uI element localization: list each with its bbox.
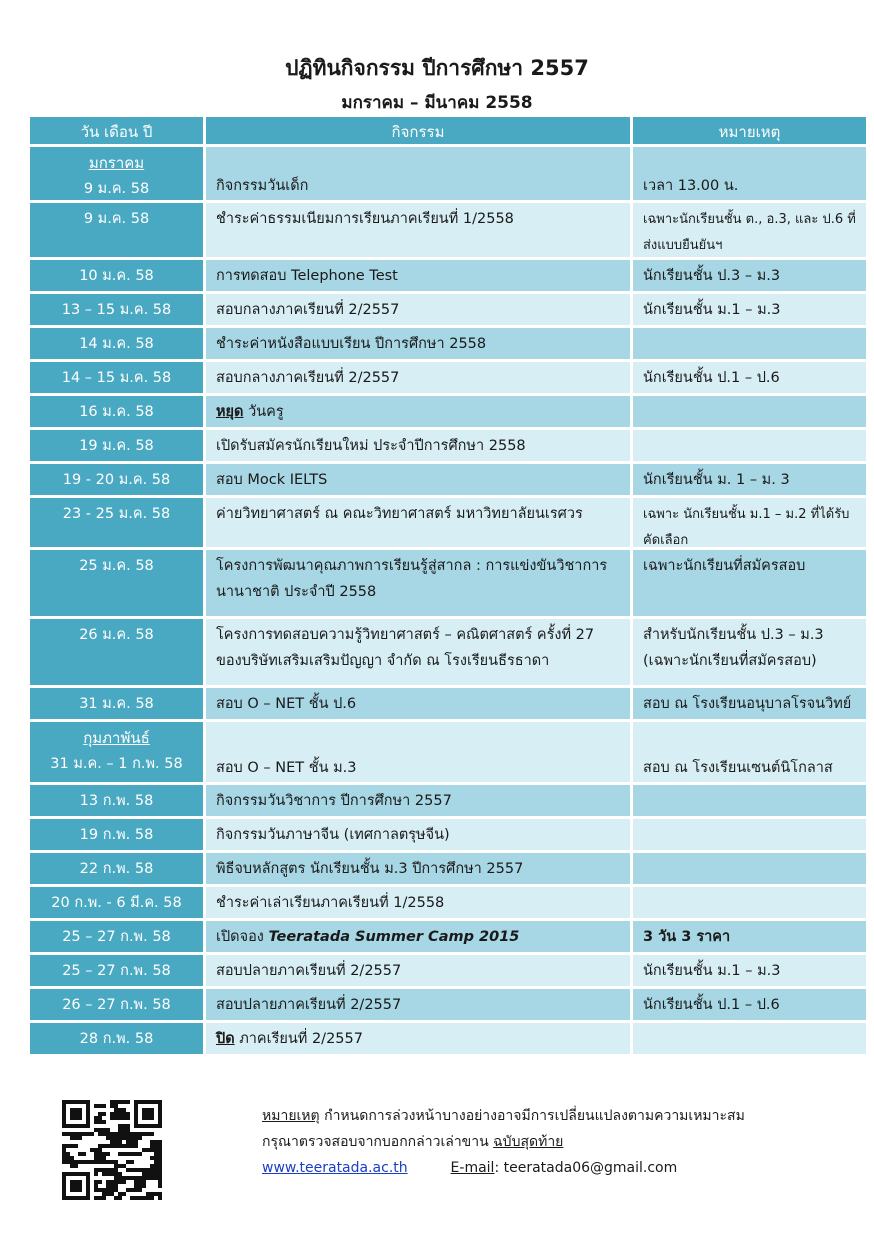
row-activity	[206, 147, 633, 203]
date-text: 22 ก.พ. 58	[79, 861, 154, 877]
activity-text: สอบ O – NET ชั้น ป.6	[216, 696, 357, 712]
row-activity	[206, 853, 633, 887]
table-row	[30, 619, 866, 688]
row-note	[633, 550, 866, 619]
table-row	[30, 989, 866, 1023]
activity-text: สอบ Mock IELTS	[216, 472, 328, 488]
date-text: 14 ม.ค. 58	[79, 336, 154, 352]
row-note	[633, 147, 866, 203]
website-link[interactable]: www.teeratada.ac.th	[262, 1160, 408, 1176]
date-text: 25 – 27 ก.พ. 58	[62, 963, 171, 979]
footer-check	[262, 1129, 822, 1155]
month-label: มกราคม	[88, 154, 145, 172]
header-date: วัน เดือน ปี	[30, 117, 206, 147]
date-text: 9 ม.ค. 58	[83, 181, 150, 197]
footer	[262, 1103, 822, 1181]
date-text: 19 - 20 ม.ค. 58	[62, 472, 171, 488]
date-text: 31 ม.ค. – 1 ก.พ. 58	[50, 756, 183, 772]
activity-text: เปิดรับสมัครนักเรียนใหม่ ประจำปีการศึกษา 2558	[216, 438, 526, 454]
date-text: 25 – 27 ก.พ. 58	[62, 929, 171, 945]
calendar-table	[30, 117, 866, 1057]
row-note	[633, 955, 866, 989]
remark-text: กำหนดการล่วงหน้าบางอย่างอาจมีการเปลี่ยนแปลงตามความเหมาะสม	[319, 1108, 745, 1124]
row-note	[633, 464, 866, 498]
row-date	[30, 1023, 206, 1057]
row-date	[30, 203, 206, 260]
table-row	[30, 498, 866, 550]
row-note	[633, 619, 866, 688]
row-date	[30, 619, 206, 688]
row-activity	[206, 619, 633, 688]
row-note	[633, 1023, 866, 1057]
date-text: 28 ก.พ. 58	[79, 1031, 154, 1047]
table-row	[30, 294, 866, 328]
note-text: 3 วัน 3 ราคา	[643, 929, 731, 945]
table-row	[30, 688, 866, 722]
row-date	[30, 550, 206, 619]
activity-text: กิจกรรมวันวิชาการ ปีการศึกษา 2557	[216, 793, 452, 809]
row-date	[30, 430, 206, 464]
row-activity	[206, 955, 633, 989]
footer-remark	[262, 1103, 822, 1129]
email-address: : teeratada06@gmail.com	[494, 1160, 678, 1176]
row-date	[30, 853, 206, 887]
date-text: 25 ม.ค. 58	[79, 558, 154, 574]
table-row	[30, 328, 866, 362]
row-note	[633, 362, 866, 396]
activity-text: กิจกรรมวันภาษาจีน (เทศกาลตรุษจีน)	[216, 827, 450, 843]
row-date	[30, 362, 206, 396]
footer-contact	[262, 1155, 822, 1181]
row-date	[30, 260, 206, 294]
row-date	[30, 294, 206, 328]
row-activity	[206, 430, 633, 464]
date-text: 9 ม.ค. 58	[83, 211, 150, 227]
activity-text: สอบ O – NET ชั้น ม.3	[216, 760, 357, 776]
row-date	[30, 498, 206, 550]
note-text: นักเรียนชั้น ป.3 – ม.3	[643, 268, 781, 284]
activity-emphasis: ปิด	[216, 1031, 235, 1047]
table-row	[30, 396, 866, 430]
date-text: 19 ก.พ. 58	[79, 827, 154, 843]
row-date	[30, 955, 206, 989]
note-text: เวลา 13.00 น.	[643, 178, 739, 194]
note-text: สอบ ณ โรงเรียนเซนต์นิโกลาส	[643, 760, 833, 776]
row-activity	[206, 294, 633, 328]
row-activity	[206, 328, 633, 362]
row-note	[633, 722, 866, 785]
row-date	[30, 688, 206, 722]
row-activity	[206, 260, 633, 294]
date-text: 23 - 25 ม.ค. 58	[62, 506, 171, 522]
row-date	[30, 147, 206, 203]
table-body	[30, 147, 866, 1057]
row-activity	[206, 1023, 633, 1057]
row-activity	[206, 550, 633, 619]
row-note	[633, 853, 866, 887]
table-row	[30, 203, 866, 260]
row-note	[633, 328, 866, 362]
row-note	[633, 887, 866, 921]
activity-text: กิจกรรมวันเด็ก	[216, 178, 309, 194]
month-label: กุมภาพันธ์	[83, 729, 150, 747]
row-activity	[206, 464, 633, 498]
activity-text: ชำระค่าธรรมเนียมการเรียนภาคเรียนที่ 1/2558	[216, 211, 514, 227]
row-activity	[206, 203, 633, 260]
note-text: นักเรียนชั้น ป.1 – ป.6	[643, 370, 780, 386]
activity-prefix: เปิดจอง	[216, 929, 269, 945]
row-activity	[206, 785, 633, 819]
date-text: 16 ม.ค. 58	[79, 404, 154, 420]
activity-text: ค่ายวิทยาศาสตร์ ณ คณะวิทยาศาสตร์ มหาวิทยาลัยนเรศวร	[216, 506, 583, 522]
activity-text: พิธีจบหลักสูตร นักเรียนชั้น ม.3 ปีการศึกษา 2557	[216, 861, 524, 877]
table-row	[30, 853, 866, 887]
row-note	[633, 294, 866, 328]
date-text: 19 ม.ค. 58	[79, 438, 154, 454]
activity-event-name: Teeratada Summer Camp 2015	[268, 929, 520, 945]
date-text: 31 ม.ค. 58	[79, 696, 154, 712]
activity-text: การทดสอบ Telephone Test	[216, 268, 398, 284]
row-date	[30, 464, 206, 498]
row-activity	[206, 396, 633, 430]
table-row	[30, 550, 866, 619]
table-header-row	[30, 117, 866, 147]
row-note	[633, 260, 866, 294]
date-text: 20 ก.พ. - 6 มี.ค. 58	[51, 895, 182, 911]
date-text: 10 ม.ค. 58	[79, 268, 154, 284]
row-activity	[206, 921, 633, 955]
activity-text: โครงการพัฒนาคุณภาพการเรียนรู้สู่สากล : การแข่งขันวิชาการนานาชาติ ประจำปี 2558	[216, 558, 608, 600]
note-text: สอบ ณ โรงเรียนอนุบาลโรจนวิทย์	[643, 696, 852, 712]
table-row	[30, 362, 866, 396]
row-date	[30, 819, 206, 853]
check-text: กรุณาตรวจสอบจากบอกกล่าวเล่าขาน	[262, 1134, 494, 1150]
date-text: 13 – 15 ม.ค. 58	[61, 302, 172, 318]
row-date	[30, 396, 206, 430]
row-date	[30, 887, 206, 921]
row-activity	[206, 362, 633, 396]
activity-text: สอบกลางภาคเรียนที่ 2/2557	[216, 370, 400, 386]
row-note	[633, 396, 866, 430]
row-activity	[206, 498, 633, 550]
row-note	[633, 819, 866, 853]
row-note	[633, 989, 866, 1023]
note-text: นักเรียนชั้น ป.1 – ป.6	[643, 997, 780, 1013]
table-row	[30, 147, 866, 203]
row-note	[633, 921, 866, 955]
row-activity	[206, 819, 633, 853]
row-date	[30, 785, 206, 819]
final-label: ฉบับสุดท้าย	[493, 1134, 564, 1150]
date-text: 13 ก.พ. 58	[79, 793, 154, 809]
table-row	[30, 785, 866, 819]
qr-code-icon	[62, 1100, 162, 1200]
row-activity	[206, 722, 633, 785]
table-row	[30, 722, 866, 785]
note-text: นักเรียนชั้น ม.1 – ม.3	[643, 302, 781, 318]
date-text: 14 – 15 ม.ค. 58	[61, 370, 172, 386]
table-row	[30, 1023, 866, 1057]
note-text: เฉพาะนักเรียนชั้น ต., อ.3, และ ป.6 ที่ส่งแบบยืนยันฯ	[643, 212, 856, 253]
row-date	[30, 722, 206, 785]
header-note: หมายเหตุ	[633, 117, 866, 147]
activity-text: ชำระค่าเล่าเรียนภาคเรียนที่ 1/2558	[216, 895, 445, 911]
activity-text: โครงการทดสอบความรู้วิทยาศาสตร์ – คณิตศาสตร์ ครั้งที่ 27 ของบริษัทเสริมเสริมปัญญา จำกัด ณ โรงเรียนธีรธาดา	[216, 627, 595, 669]
remark-label: หมายเหตุ	[262, 1108, 320, 1124]
activity-text: ชำระค่าหนังสือแบบเรียน ปีการศึกษา 2558	[216, 336, 487, 352]
row-note	[633, 498, 866, 550]
table-row	[30, 955, 866, 989]
header-activity: กิจกรรม	[206, 117, 633, 147]
date-text: 26 ม.ค. 58	[79, 627, 154, 643]
row-date	[30, 989, 206, 1023]
activity-text: สอบปลายภาคเรียนที่ 2/2557	[216, 963, 402, 979]
note-text: นักเรียนชั้น ม. 1 – ม. 3	[643, 472, 790, 488]
note-text: เฉพาะนักเรียนที่สมัครสอบ	[643, 558, 806, 574]
activity-text: วันครู	[243, 404, 284, 420]
row-note	[633, 785, 866, 819]
document-subtitle: มกราคม – มีนาคม 2558	[341, 93, 533, 113]
table-row	[30, 887, 866, 921]
activity-text: สอบปลายภาคเรียนที่ 2/2557	[216, 997, 402, 1013]
table-row	[30, 430, 866, 464]
activity-text: สอบกลางภาคเรียนที่ 2/2557	[216, 302, 400, 318]
row-date	[30, 328, 206, 362]
note-text: สำหรับนักเรียนชั้น ป.3 – ม.3 (เฉพาะนักเรียนที่สมัครสอบ)	[643, 627, 824, 669]
row-note	[633, 430, 866, 464]
table-row	[30, 819, 866, 853]
row-note	[633, 688, 866, 722]
row-activity	[206, 887, 633, 921]
document-title: ปฏิทินกิจกรรม ปีการศึกษา 2557	[285, 56, 589, 80]
row-activity	[206, 989, 633, 1023]
table-row	[30, 921, 866, 955]
note-text: เฉพาะ นักเรียนชั้น ม.1 – ม.2 ที่ได้รับคัดเลือก	[643, 507, 850, 548]
activity-text: ภาคเรียนที่ 2/2557	[234, 1031, 363, 1047]
table-row	[30, 464, 866, 498]
date-text: 26 – 27 ก.พ. 58	[62, 997, 171, 1013]
note-text: นักเรียนชั้น ม.1 – ม.3	[643, 963, 781, 979]
table-row	[30, 260, 866, 294]
row-activity	[206, 688, 633, 722]
row-date	[30, 921, 206, 955]
row-note	[633, 203, 866, 260]
activity-emphasis: หยุด	[216, 404, 244, 420]
email-label: E-mail	[450, 1160, 495, 1176]
